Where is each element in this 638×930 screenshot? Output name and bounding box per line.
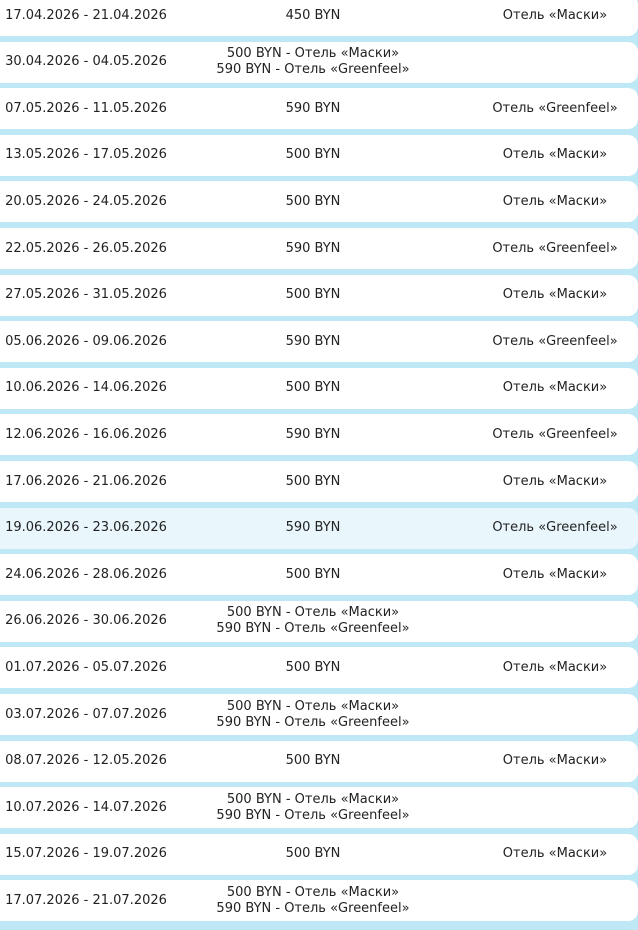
date-range-cell: 26.06.2026 - 30.06.2026 — [5, 613, 167, 629]
table-row[interactable] — [0, 741, 638, 782]
table-row[interactable] — [0, 834, 638, 875]
date-range-cell: 07.05.2026 - 11.05.2026 — [5, 100, 167, 116]
table-row[interactable] — [0, 508, 638, 549]
date-range-cell: 24.06.2026 - 28.06.2026 — [5, 566, 167, 582]
price-line: 500 BYN - Отель «Маски» — [226, 46, 400, 62]
table-row[interactable] — [0, 414, 638, 455]
date-range-cell: 12.06.2026 - 16.06.2026 — [5, 426, 167, 442]
date-range-cell: 10.07.2026 - 14.07.2026 — [5, 799, 167, 815]
date-range-cell: 01.07.2026 - 05.07.2026 — [5, 659, 167, 675]
price-cell — [172, 42, 454, 83]
price-line: 500 BYN — [285, 380, 341, 396]
table-row[interactable] — [0, 0, 638, 36]
price-line: 500 BYN — [285, 566, 341, 582]
date-range-cell: 05.06.2026 - 09.06.2026 — [5, 333, 167, 349]
price-line: 590 BYN — [285, 100, 341, 116]
hotel-cell: Отель «Greenfeel» — [492, 426, 618, 442]
price-line: 590 BYN - Отель «Greenfeel» — [216, 621, 410, 637]
hotel-cell — [460, 42, 638, 83]
price-cell — [172, 414, 454, 455]
price-cell — [172, 880, 454, 921]
table-row[interactable] — [0, 647, 638, 688]
date-range-cell: 15.07.2026 - 19.07.2026 — [5, 846, 167, 862]
date-range-cell: 13.05.2026 - 17.05.2026 — [5, 147, 167, 163]
price-line: 500 BYN — [285, 753, 341, 769]
price-cell — [172, 461, 454, 502]
hotel-cell: Отель «Маски» — [502, 7, 608, 23]
table-row[interactable] — [0, 42, 638, 83]
price-line: 590 BYN - Отель «Greenfeel» — [216, 714, 410, 730]
hotel-cell: Отель «Greenfeel» — [492, 240, 618, 256]
table-row[interactable] — [0, 601, 638, 642]
price-line: 450 BYN — [285, 7, 341, 23]
date-range-cell: 30.04.2026 - 04.05.2026 — [5, 54, 167, 70]
table-row[interactable] — [0, 461, 638, 502]
price-cell — [172, 554, 454, 595]
date-range-cell: 08.07.2026 - 12.05.2026 — [5, 753, 167, 769]
hotel-cell: Отель «Маски» — [502, 380, 608, 396]
price-cell — [172, 181, 454, 222]
date-range-cell: 17.06.2026 - 21.06.2026 — [5, 473, 167, 489]
table-row[interactable] — [0, 321, 638, 362]
price-line: 500 BYN — [285, 473, 341, 489]
price-cell — [172, 368, 454, 409]
date-range-cell: 03.07.2026 - 07.07.2026 — [5, 706, 167, 722]
price-line: 590 BYN - Отель «Greenfeel» — [216, 62, 410, 78]
price-line: 500 BYN — [285, 659, 341, 675]
price-line: 500 BYN — [285, 147, 341, 163]
price-cell — [172, 834, 454, 875]
date-range-cell: 17.07.2026 - 21.07.2026 — [5, 892, 167, 908]
price-line: 500 BYN - Отель «Маски» — [226, 698, 400, 714]
table-row[interactable] — [0, 554, 638, 595]
price-cell — [172, 135, 454, 176]
price-cell — [172, 0, 454, 36]
hotel-cell — [460, 787, 638, 828]
date-range-cell: 17.04.2026 - 21.04.2026 — [5, 7, 167, 23]
price-line: 500 BYN - Отель «Маски» — [226, 791, 400, 807]
hotel-cell: Отель «Маски» — [502, 147, 608, 163]
price-cell — [172, 741, 454, 782]
date-range-cell: 20.05.2026 - 24.05.2026 — [5, 193, 167, 209]
price-cell — [172, 508, 454, 549]
price-cell — [172, 601, 454, 642]
price-cell — [172, 647, 454, 688]
hotel-cell: Отель «Greenfeel» — [492, 333, 618, 349]
hotel-cell: Отель «Маски» — [502, 753, 608, 769]
table-row[interactable] — [0, 88, 638, 129]
hotel-cell: Отель «Маски» — [502, 287, 608, 303]
table-row[interactable] — [0, 181, 638, 222]
hotel-cell: Отель «Маски» — [502, 846, 608, 862]
table-row[interactable] — [0, 368, 638, 409]
hotel-cell: Отель «Маски» — [502, 566, 608, 582]
table-row[interactable] — [0, 135, 638, 176]
date-range-cell: 10.06.2026 - 14.06.2026 — [5, 380, 167, 396]
price-cell — [172, 88, 454, 129]
hotel-cell: Отель «Greenfeel» — [492, 520, 618, 536]
table-row[interactable] — [0, 275, 638, 316]
price-line: 590 BYN — [285, 240, 341, 256]
price-line: 500 BYN — [285, 846, 341, 862]
price-line: 590 BYN — [285, 426, 341, 442]
table-row[interactable] — [0, 880, 638, 921]
hotel-cell — [460, 601, 638, 642]
price-cell — [172, 787, 454, 828]
table-row[interactable] — [0, 787, 638, 828]
hotel-cell: Отель «Greenfeel» — [492, 100, 618, 116]
price-cell — [172, 321, 454, 362]
price-line: 500 BYN - Отель «Маски» — [226, 884, 400, 900]
date-range-cell: 22.05.2026 - 26.05.2026 — [5, 240, 167, 256]
price-line: 590 BYN — [285, 333, 341, 349]
price-line: 590 BYN - Отель «Greenfeel» — [216, 807, 410, 823]
price-line: 590 BYN - Отель «Greenfeel» — [216, 900, 410, 916]
hotel-cell: Отель «Маски» — [502, 193, 608, 209]
price-cell — [172, 228, 454, 269]
hotel-cell — [460, 694, 638, 735]
date-range-cell: 27.05.2026 - 31.05.2026 — [5, 287, 167, 303]
table-row[interactable] — [0, 694, 638, 735]
price-line: 500 BYN — [285, 287, 341, 303]
price-cell — [172, 694, 454, 735]
price-line: 500 BYN — [285, 193, 341, 209]
hotel-cell: Отель «Маски» — [502, 659, 608, 675]
price-line: 590 BYN — [285, 520, 341, 536]
date-range-cell: 19.06.2026 - 23.06.2026 — [5, 520, 167, 536]
price-cell — [172, 275, 454, 316]
hotel-cell: Отель «Маски» — [502, 473, 608, 489]
price-line: 500 BYN - Отель «Маски» — [226, 605, 400, 621]
hotel-cell — [460, 880, 638, 921]
table-row[interactable] — [0, 228, 638, 269]
